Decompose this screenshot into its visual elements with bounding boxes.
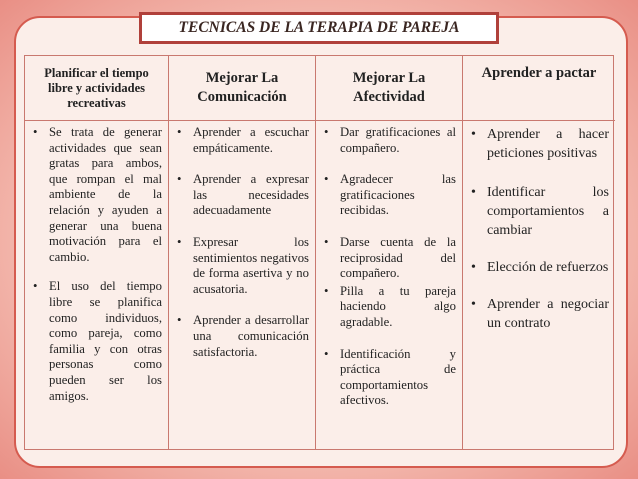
column-pacts (463, 56, 615, 449)
list-item: • Identificar los comportamientos a cambiar (469, 183, 609, 240)
techniques-table (24, 55, 614, 450)
list-item: • Aprender a negociar un contrato (469, 295, 609, 333)
column-header (316, 56, 462, 121)
list-item: • Identificación y práctica de comportamientos afectivos. (322, 347, 456, 409)
list-item: • El uso del tiempo libre se planifica como individuos, como pareja, como familia y con otras personas como pueden ser los amigos. (31, 279, 162, 404)
column-body (316, 121, 462, 449)
column-body (169, 121, 315, 449)
list-item: • Aprender a hacer peticiones positivas (469, 125, 609, 163)
list-item: • Pilla a tu pareja haciendo algo agradable. (322, 284, 456, 331)
column-header-text: Aprender a pactar (481, 65, 597, 81)
list-item: • Elección de refuerzos (469, 258, 609, 277)
column-header (169, 56, 315, 121)
column-header-text: Planificar el tiempo libre y actividades recreativas (44, 65, 149, 110)
list-item: • Aprender a escuchar empáticamente. (175, 125, 309, 156)
slide-title: TECNICAS DE LA TERAPIA DE PAREJA (139, 12, 499, 44)
list-item: • Darse cuenta de la reciprosidad del compañero. (322, 235, 456, 282)
list-item: • Dar gratificaciones al compañero. (322, 125, 456, 156)
column-header (25, 56, 168, 121)
column-free-time (25, 56, 169, 449)
column-body (25, 121, 168, 449)
list-item: • Expresar los sentimientos negativos de forma asertiva y no acusatoria. (175, 235, 309, 297)
column-header-text: Mejorar La Comunicación (197, 70, 287, 105)
column-affectivity (316, 56, 463, 449)
column-communication (169, 56, 316, 449)
column-body (463, 121, 615, 449)
list-item: • Se trata de generar actividades que sean gratas para ambos, que rompan el mal ambiente de la relación y ayuden a generar una buena motivación para el cambio. (31, 125, 162, 265)
list-item: • Aprender a desarrollar una comunicación satisfactoria. (175, 313, 309, 360)
list-item: • Agradecer las gratificaciones recibidas. (322, 172, 456, 219)
list-item: • Aprender a expresar las necesidades adecuadamente (175, 172, 309, 219)
column-header (463, 56, 615, 121)
column-header-text: Mejorar La Afectividad (352, 70, 426, 105)
